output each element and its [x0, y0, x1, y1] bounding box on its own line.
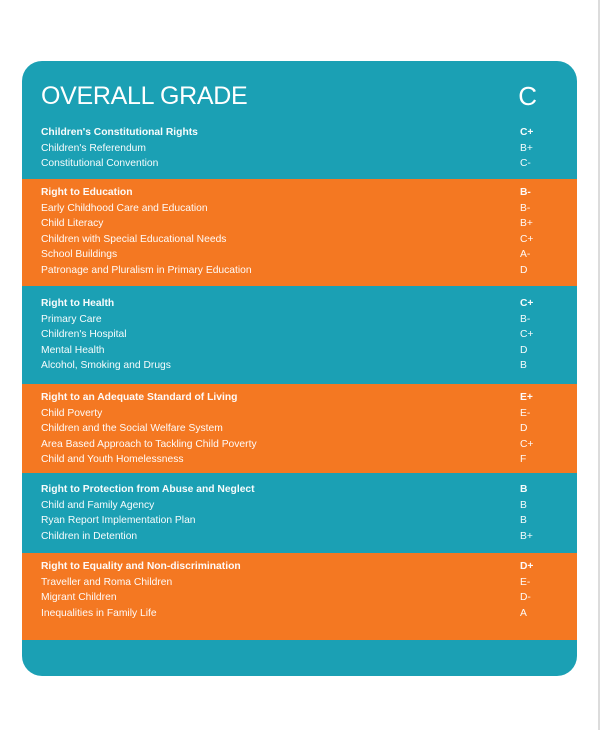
item-label: Traveller and Roma Children [41, 576, 173, 588]
section-title: Right to Protection from Abuse and Neglect [41, 484, 255, 495]
item-label: Mental Health [41, 344, 105, 356]
grade-item-row [22, 156, 577, 172]
item-label: Alcohol, Smoking and Drugs [41, 360, 171, 372]
overall-grade-title: OVERALL GRADE [41, 82, 248, 110]
section-grade: C+ [520, 298, 534, 309]
section-heading-row [22, 390, 577, 406]
item-grade: D- [520, 592, 531, 604]
item-grade: D [520, 264, 528, 276]
grade-item-row [22, 529, 577, 545]
grade-item-row [22, 421, 577, 437]
grade-item-row [22, 575, 577, 591]
grade-item-row [22, 232, 577, 248]
item-grade: D [520, 344, 528, 356]
item-label: Child and Youth Homelessness [41, 454, 184, 466]
report-card [22, 61, 577, 676]
grade-section [22, 476, 577, 549]
section-heading-row [22, 559, 577, 575]
item-label: School Buildings [41, 249, 118, 261]
item-grade: C+ [520, 233, 534, 245]
section-heading-row [22, 296, 577, 312]
grade-section [22, 290, 577, 382]
item-grade: B [520, 499, 527, 511]
section-grade: C+ [520, 127, 534, 138]
section-grade: B- [520, 187, 531, 198]
section-grade: E+ [520, 392, 533, 403]
item-grade: B- [520, 202, 531, 214]
grade-item-row [22, 343, 577, 359]
grade-item-row [22, 406, 577, 422]
item-label: Inequalities in Family Life [41, 607, 157, 619]
item-label: Ryan Report Implementation Plan [41, 515, 196, 527]
section-heading-row [22, 185, 577, 201]
item-grade: B+ [520, 142, 533, 154]
item-grade: B+ [520, 530, 533, 542]
section-grade: B [520, 484, 528, 495]
item-label: Child and Family Agency [41, 499, 155, 511]
item-grade: B+ [520, 218, 533, 230]
grade-item-row [22, 216, 577, 232]
grade-item-row [22, 312, 577, 328]
item-label: Children's Referendum [41, 142, 146, 154]
section-title: Right to an Adequate Standard of Living [41, 392, 238, 403]
section-grade: D+ [520, 561, 534, 572]
overall-grade-header [22, 61, 577, 117]
item-grade: E- [520, 407, 531, 419]
item-label: Area Based Approach to Tackling Child Poverty [41, 438, 257, 450]
section-heading-row [22, 125, 577, 141]
section-title: Right to Health [41, 298, 115, 309]
item-label: Children with Special Educational Needs [41, 233, 227, 245]
grade-item-row [22, 263, 577, 279]
item-label: Child Literacy [41, 218, 104, 230]
item-grade: A- [520, 249, 531, 261]
grade-item-row [22, 513, 577, 529]
item-grade: B- [520, 313, 531, 325]
grade-section [22, 553, 577, 640]
grade-section [22, 384, 577, 473]
item-grade: D [520, 423, 528, 435]
item-label: Constitutional Convention [41, 158, 159, 170]
grade-item-row [22, 606, 577, 622]
grade-item-row [22, 452, 577, 468]
item-label: Children and the Social Welfare System [41, 423, 223, 435]
grade-item-row [22, 141, 577, 157]
section-heading-row [22, 482, 577, 498]
item-grade: E- [520, 576, 531, 588]
grade-section [22, 119, 577, 176]
item-label: Migrant Children [41, 592, 117, 604]
section-title: Right to Education [41, 187, 133, 198]
item-grade: C+ [520, 438, 534, 450]
item-grade: B [520, 360, 527, 372]
item-label: Early Childhood Care and Education [41, 202, 208, 214]
item-grade: C+ [520, 329, 534, 341]
overall-grade-value: C [518, 81, 537, 111]
item-label: Child Poverty [41, 407, 103, 419]
grade-section [22, 179, 577, 286]
item-label: Children in Detention [41, 530, 138, 542]
grade-item-row [22, 498, 577, 514]
grade-item-row [22, 327, 577, 343]
item-grade: A [520, 607, 527, 619]
item-label: Primary Care [41, 313, 102, 325]
item-grade: F [520, 454, 527, 466]
grade-item-row [22, 358, 577, 374]
section-title: Children's Constitutional Rights [41, 127, 198, 138]
item-label: Children's Hospital [41, 329, 127, 341]
item-grade: B [520, 515, 527, 527]
item-label: Patronage and Pluralism in Primary Education [41, 264, 252, 276]
grade-item-row [22, 247, 577, 263]
section-title: Right to Equality and Non-discrimination [41, 561, 241, 572]
grade-item-row [22, 437, 577, 453]
item-grade: C- [520, 158, 531, 170]
grade-item-row [22, 590, 577, 606]
grade-item-row [22, 201, 577, 217]
